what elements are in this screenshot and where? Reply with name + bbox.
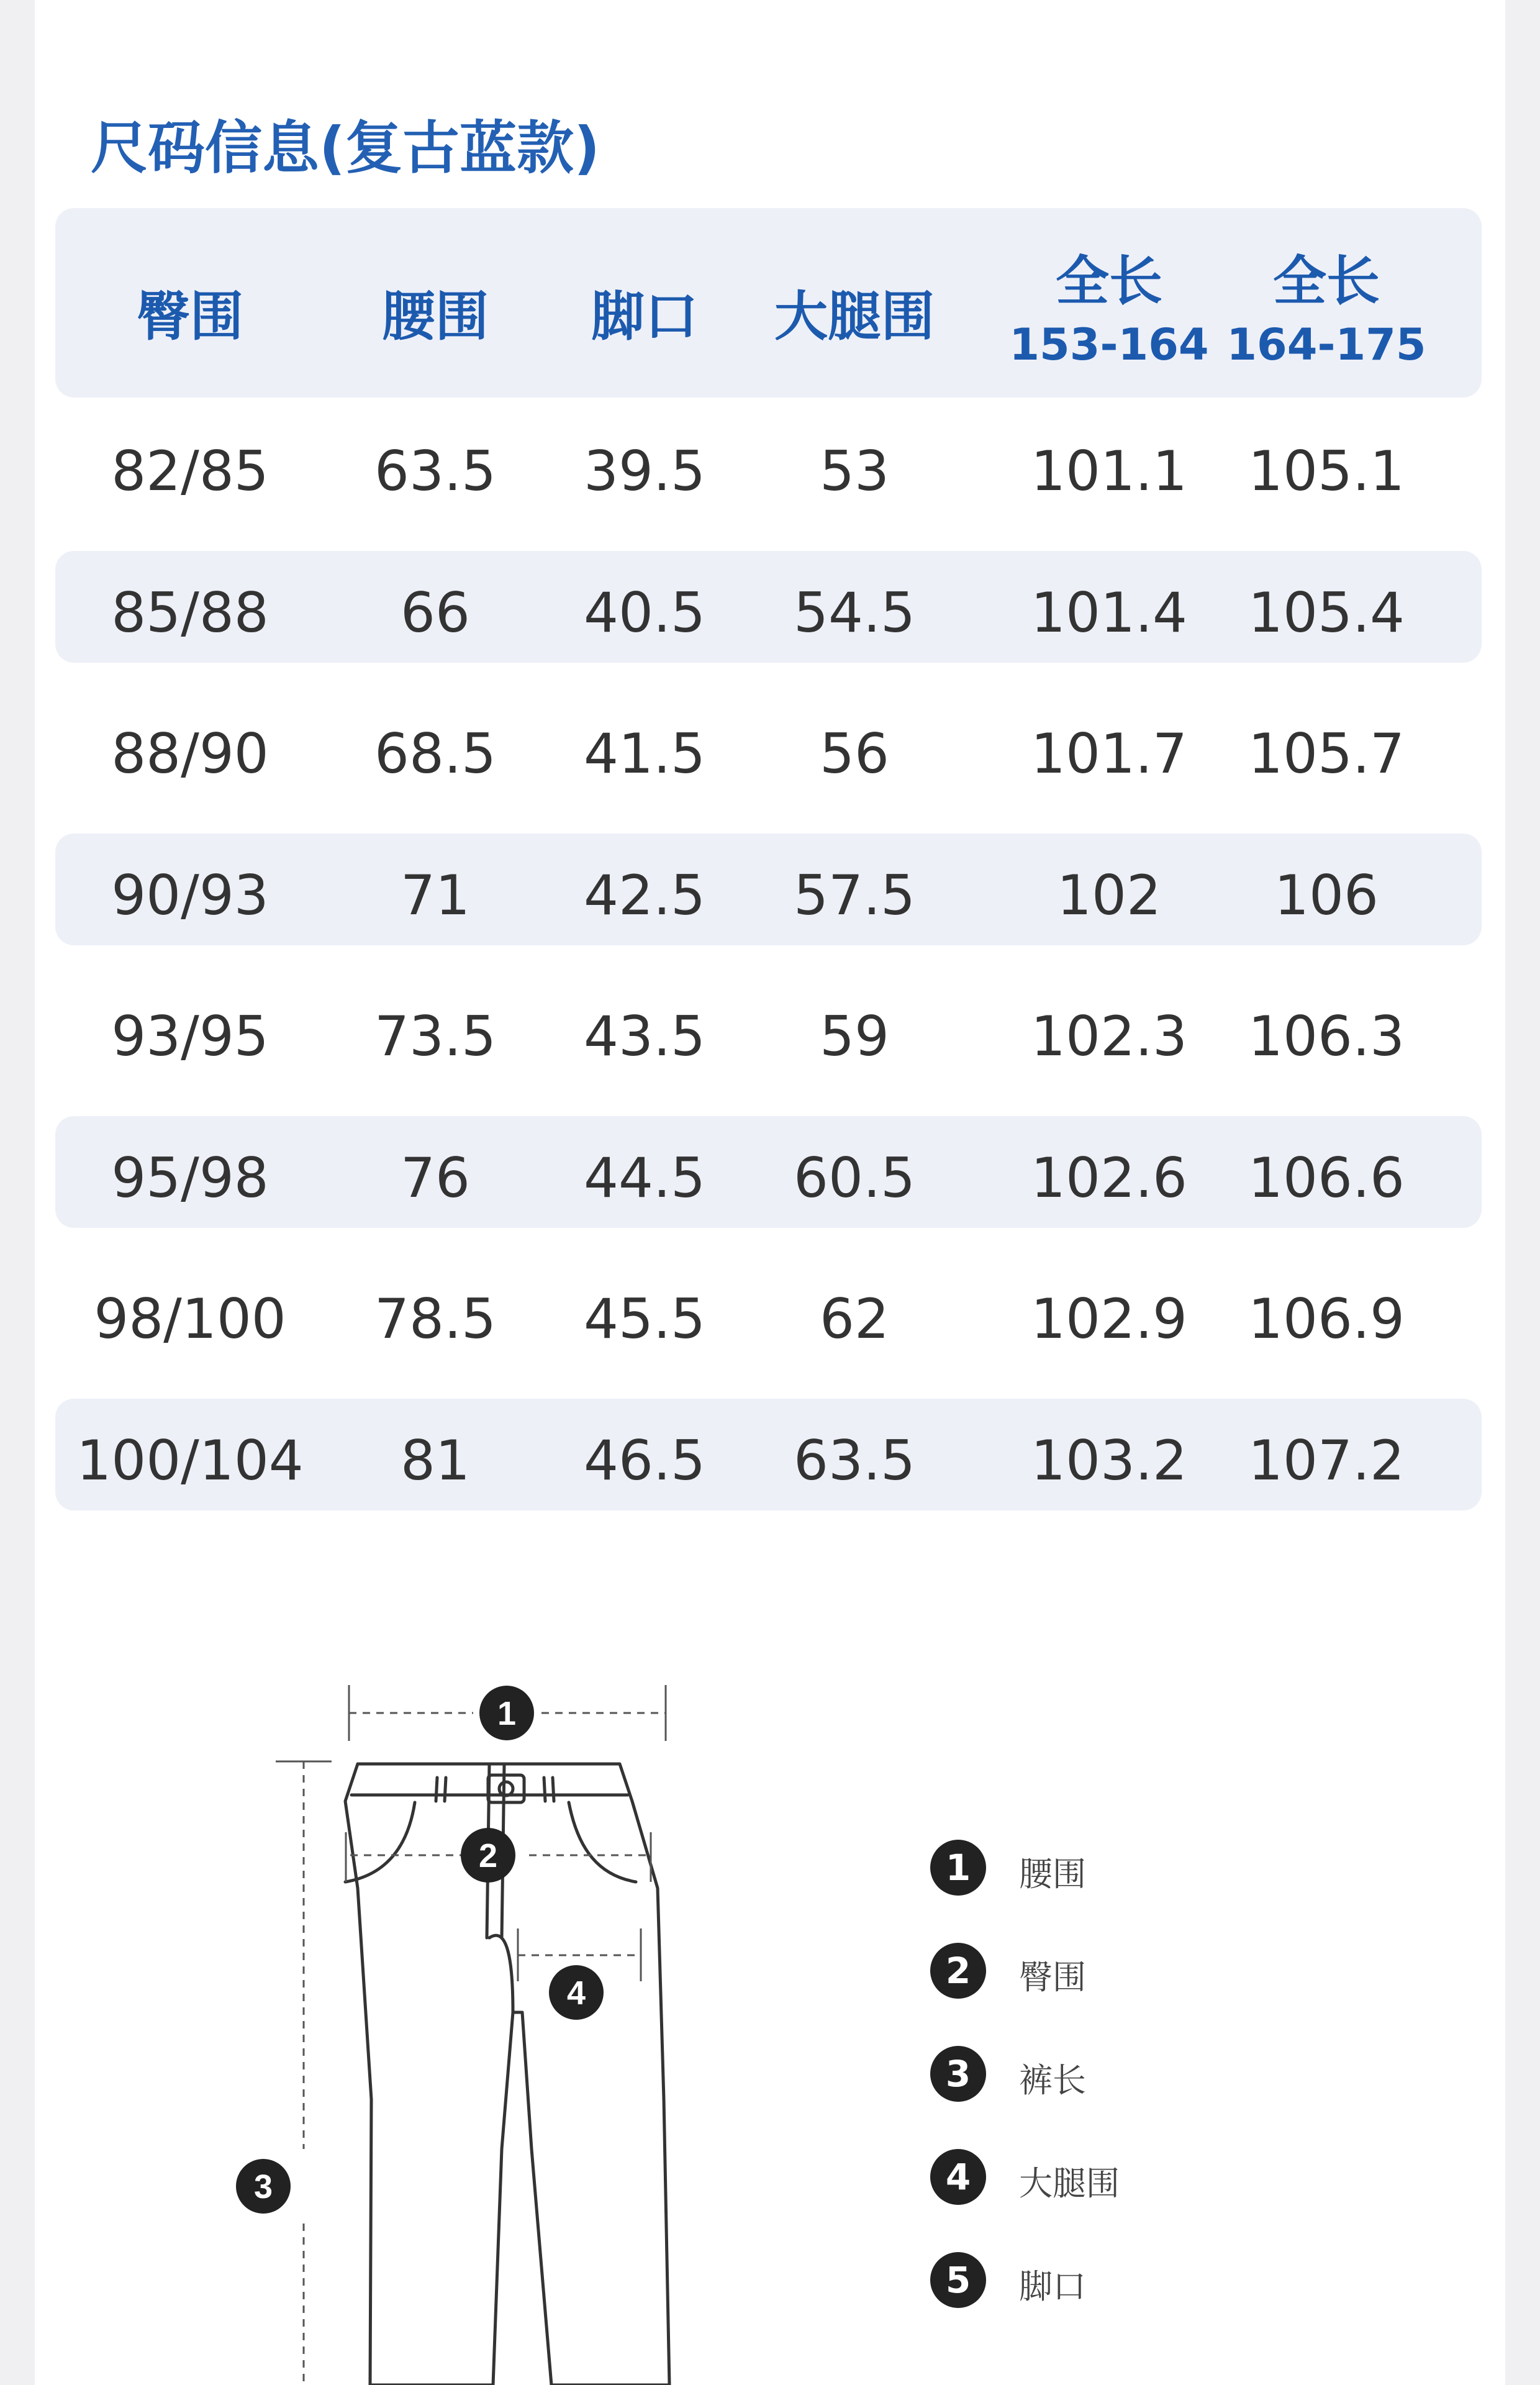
cell-leg-opening: 41.5 <box>584 722 705 786</box>
cell-waist: 81 <box>401 1428 470 1492</box>
size-chart-page <box>35 0 1505 2385</box>
cell-waist: 68.5 <box>374 722 496 786</box>
cell-length-153-164: 101.7 <box>1031 722 1187 786</box>
legend-number-icon: 5 <box>930 2252 986 2308</box>
row-stripe <box>55 834 1482 945</box>
cell-waist: 71 <box>401 863 470 927</box>
cell-leg-opening: 40.5 <box>584 580 705 645</box>
marker-3-icon <box>236 2159 291 2214</box>
cell-hip: 88/90 <box>111 722 269 786</box>
cell-hip: 90/93 <box>111 863 269 927</box>
header-length-range: 164-175 <box>1226 319 1426 370</box>
cell-waist: 66 <box>401 580 470 645</box>
cell-length-153-164: 102.3 <box>1031 1004 1187 1068</box>
cell-waist: 76 <box>401 1145 470 1210</box>
cell-hip: 93/95 <box>111 1004 269 1068</box>
cell-thigh: 56 <box>820 722 889 786</box>
legend-number-icon: 4 <box>930 2149 986 2205</box>
cell-length-164-175: 107.2 <box>1248 1428 1405 1492</box>
legend-number-icon: 2 <box>930 1943 986 1999</box>
cell-length-164-175: 105.4 <box>1248 580 1405 645</box>
cell-length-153-164: 102 <box>1057 863 1161 927</box>
header-thigh: 大腿围 <box>774 286 935 348</box>
cell-hip: 95/98 <box>111 1145 269 1210</box>
pants-measurement-diagram <box>35 1615 749 2385</box>
cell-leg-opening: 39.5 <box>584 439 705 503</box>
legend-number-icon: 1 <box>930 1840 986 1896</box>
header-length-label: 全长 <box>1055 250 1162 312</box>
dimension-lines <box>276 1685 666 2385</box>
cell-length-164-175: 105.1 <box>1248 439 1405 503</box>
cell-length-153-164: 101.1 <box>1031 439 1187 503</box>
cell-length-164-175: 106.6 <box>1248 1145 1405 1210</box>
header-leg-opening: 脚口 <box>591 286 698 348</box>
legend-label-leg-opening: 脚口 <box>1019 2267 1086 2306</box>
marker-4-label: 4 <box>566 1974 586 2012</box>
cell-thigh: 54.5 <box>794 580 915 645</box>
header-hip: 臀围 <box>137 286 243 348</box>
cell-waist: 73.5 <box>374 1004 496 1068</box>
cell-leg-opening: 44.5 <box>584 1145 705 1210</box>
cell-hip: 100/104 <box>76 1428 304 1492</box>
cell-length-153-164: 102.6 <box>1031 1145 1187 1210</box>
page-title: 尺码信息(复古蓝款) <box>91 115 600 181</box>
cell-hip: 82/85 <box>111 439 269 503</box>
header-waist: 腰围 <box>382 286 489 348</box>
marker-1-icon <box>479 1686 534 1740</box>
marker-4-icon <box>549 1965 604 2020</box>
cell-length-164-175: 106.9 <box>1248 1287 1405 1351</box>
cell-hip: 98/100 <box>94 1287 286 1351</box>
cell-leg-opening: 42.5 <box>584 863 705 927</box>
cell-waist: 63.5 <box>374 439 496 503</box>
marker-2-icon <box>461 1828 515 1883</box>
cell-thigh: 62 <box>820 1287 889 1351</box>
header-length-153-164 <box>1009 252 1208 370</box>
legend-label-thigh: 大腿围 <box>1019 2164 1120 2203</box>
marker-3-label: 3 <box>253 2168 273 2206</box>
cell-length-164-175: 106.3 <box>1248 1004 1405 1068</box>
marker-2-label: 2 <box>478 1837 498 1874</box>
cell-length-153-164: 102.9 <box>1031 1287 1187 1351</box>
cell-thigh: 60.5 <box>794 1145 915 1210</box>
cell-hip: 85/88 <box>111 580 269 645</box>
cell-thigh: 59 <box>820 1004 889 1068</box>
cell-length-164-175: 106 <box>1274 863 1379 927</box>
cell-thigh: 63.5 <box>794 1428 915 1492</box>
cell-waist: 78.5 <box>374 1287 496 1351</box>
cell-thigh: 57.5 <box>794 863 915 927</box>
header-length-label: 全长 <box>1272 250 1380 312</box>
legend-label-hip: 臀围 <box>1019 1958 1086 1997</box>
cell-length-153-164: 103.2 <box>1031 1428 1187 1492</box>
cell-length-153-164: 101.4 <box>1031 580 1187 645</box>
header-length-164-175 <box>1226 252 1426 370</box>
legend-label-waist: 腰围 <box>1019 1855 1086 1894</box>
legend-number-icon: 3 <box>930 2046 986 2102</box>
cell-thigh: 53 <box>820 439 889 503</box>
cell-length-164-175: 105.7 <box>1248 722 1405 786</box>
cell-leg-opening: 46.5 <box>584 1428 705 1492</box>
cell-leg-opening: 45.5 <box>584 1287 705 1351</box>
legend-label-length: 裤长 <box>1019 2061 1086 2100</box>
marker-1-label: 1 <box>497 1695 517 1732</box>
header-length-range: 153-164 <box>1009 319 1209 370</box>
cell-leg-opening: 43.5 <box>584 1004 705 1068</box>
